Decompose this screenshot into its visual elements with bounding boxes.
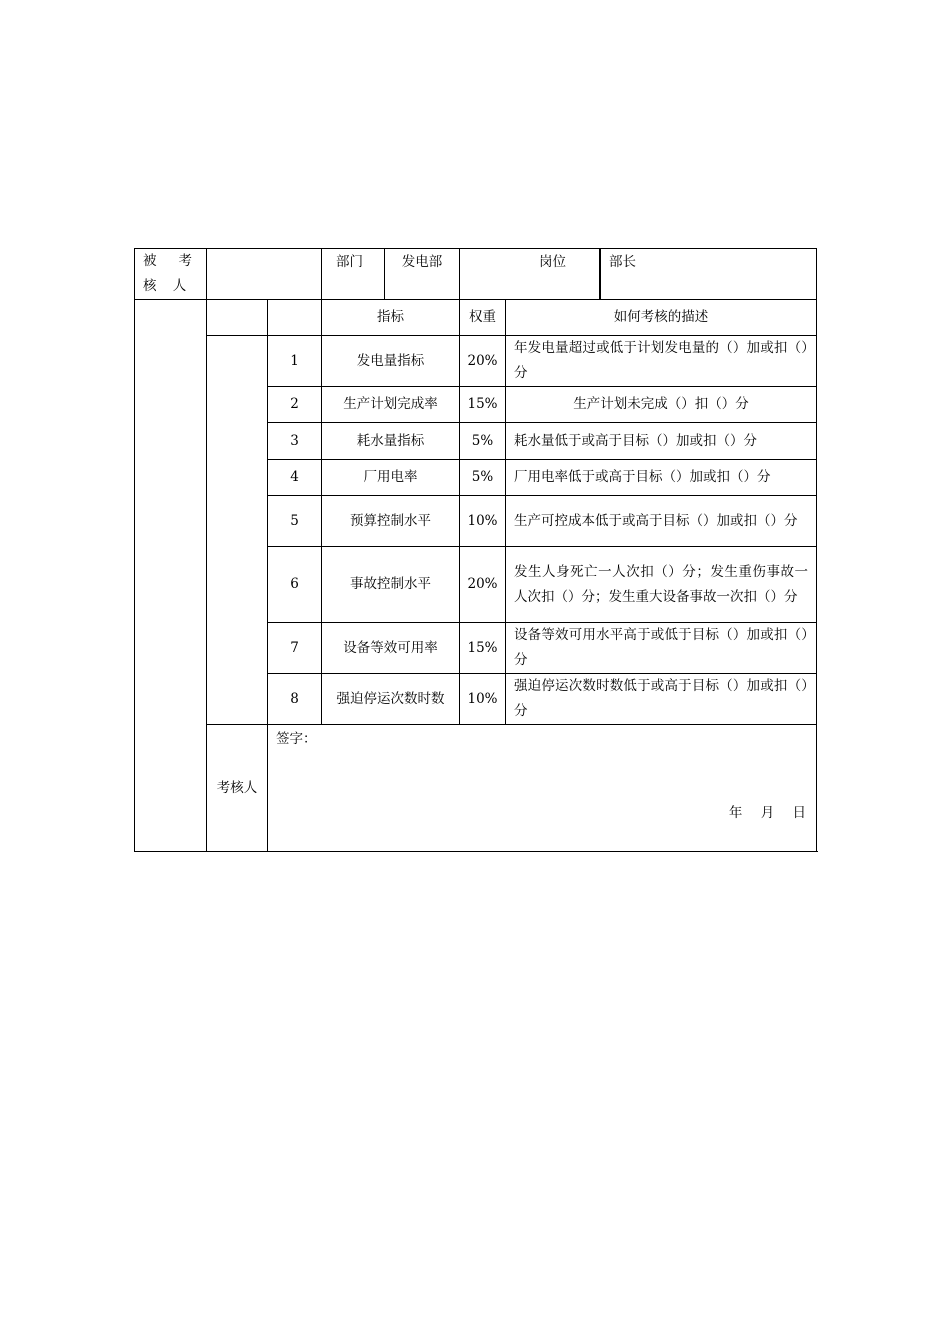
row-weight: 10%	[460, 674, 506, 725]
row-weight: 10%	[460, 496, 506, 547]
row-indicator: 生产计划完成率	[322, 387, 460, 423]
row-weight: 5%	[460, 460, 506, 496]
blank-header-cell-2	[268, 300, 322, 336]
row-weight: 15%	[460, 623, 506, 674]
row-description: 设备等效可用水平高于或低于目标（）加或扣（）分	[506, 623, 817, 674]
row-description: 年发电量超过或低于计划发电量的（）加或扣（）分	[506, 336, 817, 387]
date-label: 年 月 日	[728, 805, 806, 821]
row-no: 6	[268, 547, 322, 623]
category-blank-cell	[207, 336, 268, 725]
row-description: 发生人身死亡一人次扣（）分；发生重伤事故一人次扣（）分；发生重大设备事故一次扣（）分	[506, 547, 817, 623]
row-no: 8	[268, 674, 322, 725]
row-weight: 5%	[460, 423, 506, 460]
dept-label: 部门	[322, 249, 385, 299]
row-description: 生产计划未完成（）扣（）分	[506, 387, 817, 423]
blank-header-cell-1	[207, 300, 268, 336]
assessee-label: 被 考 核 人	[135, 249, 207, 300]
assessor-row	[135, 725, 817, 852]
row-no: 1	[268, 336, 322, 387]
dept-value: 发电部	[401, 254, 443, 270]
row-description: 生产可控成本低于或高于目标（）加或扣（）分	[506, 496, 817, 547]
post-label-text: 岗位	[506, 249, 600, 299]
assessee-value-cell	[207, 249, 322, 300]
row-indicator: 强迫停运次数时数	[322, 674, 460, 725]
indicator-header: 指标	[322, 300, 460, 336]
row-indicator: 预算控制水平	[322, 496, 460, 547]
row-indicator: 事故控制水平	[322, 547, 460, 623]
post-label	[460, 249, 601, 300]
row-no: 5	[268, 496, 322, 547]
assessment-form-table	[134, 248, 817, 852]
row-description: 强迫停运次数时数低于或高于目标（）加或扣（）分	[506, 674, 817, 725]
row-indicator: 设备等效可用率	[322, 623, 460, 674]
dept-pair	[322, 249, 460, 300]
row-no: 2	[268, 387, 322, 423]
row-description: 厂用电率低于或高于目标（）加或扣（）分	[506, 460, 817, 496]
column-header-row	[135, 300, 817, 336]
row-description: 耗水量低于或高于目标（）加或扣（）分	[506, 423, 817, 460]
header-row	[135, 249, 817, 300]
row-weight: 20%	[460, 336, 506, 387]
row-indicator: 厂用电率	[322, 460, 460, 496]
signature-area	[268, 725, 817, 852]
row-indicator: 耗水量指标	[322, 423, 460, 460]
signature-label: 签字：	[276, 731, 317, 747]
table-row	[135, 336, 817, 387]
weight-header: 权重	[460, 300, 506, 336]
row-weight: 20%	[460, 547, 506, 623]
assessor-label: 考核人	[207, 725, 268, 852]
row-no: 3	[268, 423, 322, 460]
left-blank-cell	[135, 300, 207, 852]
row-indicator: 发电量指标	[322, 336, 460, 387]
description-header: 如何考核的描述	[506, 300, 817, 336]
row-weight: 15%	[460, 387, 506, 423]
row-no: 7	[268, 623, 322, 674]
post-value: 部长	[601, 249, 817, 300]
row-no: 4	[268, 460, 322, 496]
